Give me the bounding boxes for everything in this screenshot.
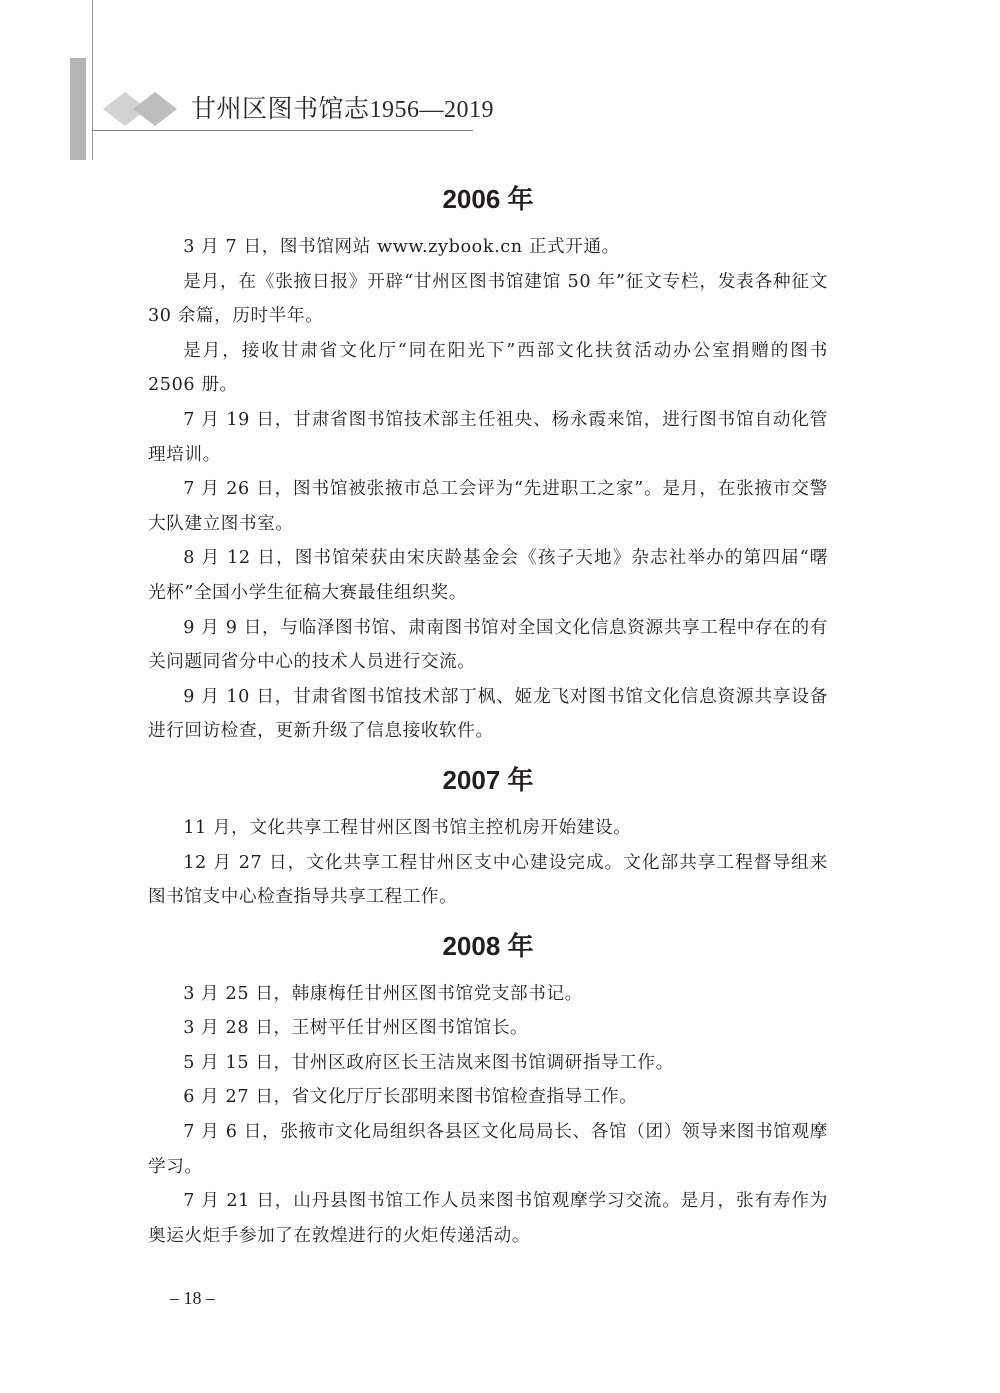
header-vertical-bar: [70, 58, 86, 160]
entry-paragraph: 9 月 10 日，甘肃省图书馆技术部丁枫、姬龙飞对图书馆文化信息资源共享设备进行回访检查，更新升级了信息接收软件。: [148, 686, 828, 742]
entry-paragraph: 3 月 28 日，王树平任甘州区图书馆馆长。: [183, 1018, 529, 1039]
header-diamond-ornament: [103, 90, 183, 128]
header-vertical-line: [92, 0, 93, 160]
header-rule: [92, 130, 473, 131]
entry-paragraph: 是月，在《张掖日报》开辟“甘州区图书馆建馆 50 年”征文专栏，发表各种征文 30 余篇，历时半年。: [148, 271, 828, 327]
entry-paragraph: 6 月 27 日，省文化厅厅长邵明来图书馆检查指导工作。: [183, 1087, 638, 1108]
running-header-title: [191, 94, 494, 125]
year-section-2008: [148, 929, 828, 1254]
year-section-2007: [148, 763, 828, 915]
entry-paragraph: 是月，接收甘肃省文化厅“同在阳光下”西部文化扶贫活动办公室捐赠的图书 2506 册。: [148, 340, 828, 396]
entry-paragraph: 3 月 7 日，图书馆网站 www.zybook.cn 正式开通。: [183, 237, 620, 257]
entry-paragraph: 9 月 9 日，与临泽图书馆、肃南图书馆对全国文化信息资源共享工程中存在的有关问题同省分中心的技术人员进行交流。: [148, 617, 828, 673]
entry-paragraph: 3 月 25 日，韩康梅任甘州区图书馆党支部书记。: [183, 983, 583, 1004]
entry-paragraph: 11 月，文化共享工程甘州区图书馆主控机房开始建设。: [183, 817, 632, 838]
entry-paragraph: 8 月 12 日，图书馆荣获由宋庆龄基金会《孩子天地》杂志社举办的第四届“曙光杯”全国小学生征稿大赛最佳组织奖。: [148, 548, 828, 603]
year-section-2006: [148, 182, 828, 749]
header-title-main: 甘州区图书馆志: [191, 94, 370, 123]
entry-paragraph: 5 月 15 日，甘州区政府区长王洁岚来图书馆调研指导工作。: [183, 1052, 674, 1073]
entry-paragraph: 12 月 27 日，文化共享工程甘州区支中心建设完成。文化部共享工程督导组来图书馆支中心检查指导共享工程工作。: [148, 852, 828, 908]
entry-paragraph: 7 月 21 日，山丹县图书馆工作人员来图书馆观摩学习交流。是月，张有寿作为奥运火炬手参加了在敦煌进行的火炬传递活动。: [148, 1191, 828, 1246]
year-heading: 2008 年: [442, 930, 534, 961]
chronicle-content: [148, 182, 828, 1253]
entry-paragraph: 7 月 19 日，甘肃省图书馆技术部主任祖央、杨永霞来馆，进行图书馆自动化管理培训。: [148, 409, 828, 465]
entry-paragraph: 7 月 6 日，张掖市文化局组织各县区文化局局长、各馆（团）领导来图书馆观摩学习。: [148, 1122, 828, 1177]
year-heading: 2006 年: [442, 184, 534, 214]
entry-paragraph: 7 月 26 日，图书馆被张掖市总工会评为“先进职工之家”。是月，在张掖市交警大队建立图书室。: [148, 479, 828, 534]
page-number: – 18 –: [170, 1288, 215, 1308]
header-title-years: 1956—2019: [369, 97, 495, 123]
year-heading: 2007 年: [442, 764, 534, 795]
diamond-right: [133, 92, 177, 126]
